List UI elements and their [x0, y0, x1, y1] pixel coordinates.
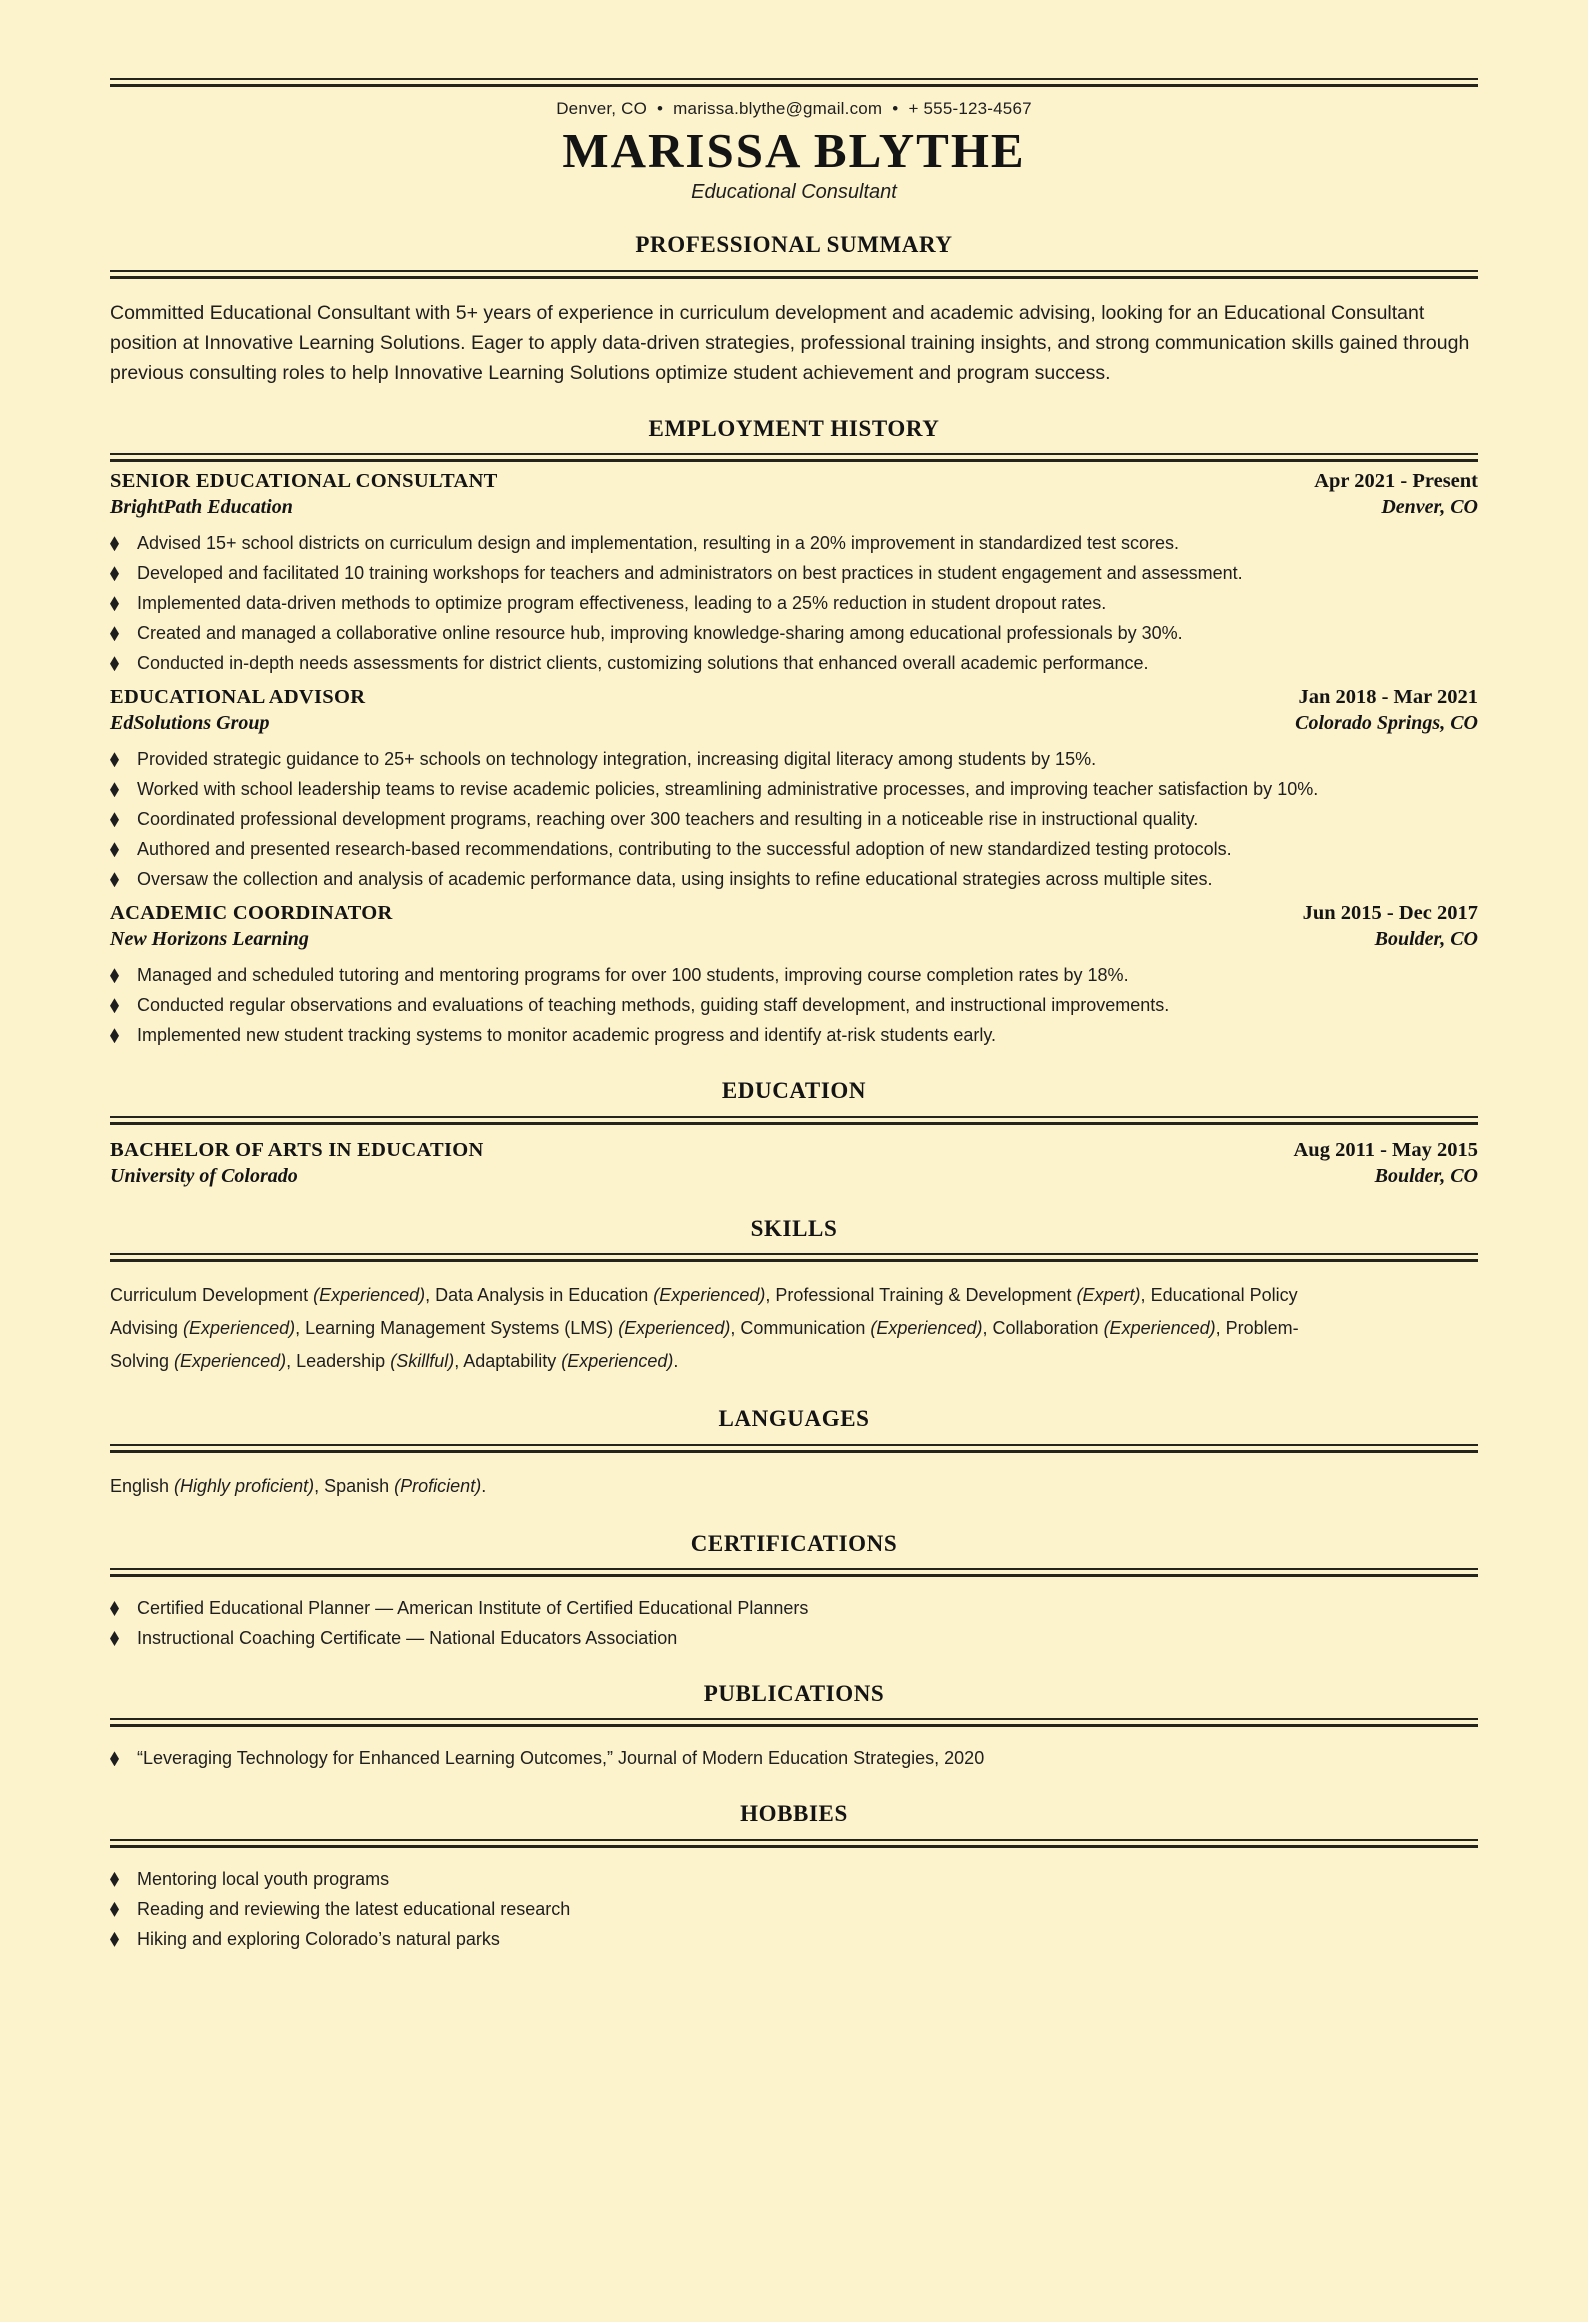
section-divider — [110, 453, 1478, 462]
bullet-diamond-icon — [110, 588, 137, 618]
job-dates: Apr 2021 - Present — [1314, 470, 1478, 493]
section-divider — [110, 270, 1478, 279]
job-bullet — [110, 774, 1478, 804]
languages-list — [110, 1470, 1478, 1503]
bullet-diamond-icon — [110, 990, 137, 1020]
job-bullet — [110, 618, 1478, 648]
skill-item: Curriculum Development (Experienced), — [110, 1285, 436, 1306]
resume-page — [0, 78, 1588, 1954]
publications-list — [110, 1743, 1478, 1773]
job-bullet — [110, 990, 1478, 1020]
skill-item: Communication (Experienced), — [740, 1318, 993, 1339]
job-bullet-text: Managed and scheduled tutoring and mentoring programs for over 100 students, improving course completion rates by 18%. — [137, 965, 1129, 986]
job-bullet-text: Conducted in-depth needs assessments for district clients, customizing solutions that enhanced overall academic performance. — [137, 653, 1149, 674]
bullet-diamond-icon — [110, 960, 137, 990]
hobby-item — [110, 1924, 1478, 1954]
job-bullet — [110, 528, 1478, 558]
job-bullet-text: Implemented data-driven methods to optimize program effectiveness, leading to a 25% reduction in student dropout rates. — [137, 593, 1107, 614]
skill-item: Adaptability (Experienced). — [463, 1351, 679, 1372]
bullet-diamond-icon — [110, 1020, 137, 1050]
hobbies-list — [110, 1864, 1478, 1954]
bullet-diamond-icon — [110, 618, 137, 648]
hobby-item — [110, 1894, 1478, 1924]
job-bullet — [110, 1020, 1478, 1050]
section-heading-skills: SKILLS — [750, 1215, 838, 1241]
skill-item: Leadership (Skillful), — [296, 1351, 464, 1372]
bullet-diamond-icon — [110, 528, 137, 558]
bullet-diamond-icon — [110, 744, 137, 774]
job-bullet-text: Oversaw the collection and analysis of academic performance data, using insights to refine educational strategies across multiple sites. — [137, 869, 1213, 890]
job-header-row — [110, 902, 1478, 925]
job-bullet — [110, 864, 1478, 894]
job-bullet-text: Coordinated professional development programs, reaching over 300 teachers and resulting in a noticeable rise in instructional quality. — [137, 809, 1199, 830]
job-bullet-text: Worked with school leadership teams to revise academic policies, streamlining administrative processes, and improving teacher satisfaction by 10%. — [137, 779, 1319, 800]
top-divider — [110, 78, 1478, 87]
bullet-diamond-icon — [110, 1593, 137, 1623]
language-item: Spanish (Proficient). — [324, 1475, 487, 1496]
contact-email: marissa.blythe@gmail.com — [673, 99, 883, 118]
job-bullet-text: Created and managed a collaborative online resource hub, improving knowledge-sharing among educational professionals by 30%. — [137, 623, 1183, 644]
bullet-diamond-icon — [110, 1864, 137, 1894]
hobby-text: Hiking and exploring Colorado’s natural parks — [137, 1928, 500, 1949]
bullet-diamond-icon — [110, 1894, 137, 1924]
skill-item: Data Analysis in Education (Experienced), — [435, 1285, 776, 1306]
bullet-diamond-icon — [110, 1623, 137, 1653]
job-title: SENIOR EDUCATIONAL CONSULTANT — [110, 470, 498, 493]
education-subheader-row — [110, 1165, 1478, 1188]
job-company: EdSolutions Group — [110, 712, 270, 735]
hobby-item — [110, 1864, 1478, 1894]
job-location: Denver, CO — [1381, 496, 1478, 519]
section-divider — [110, 1718, 1478, 1727]
bullet-diamond-icon — [110, 1743, 137, 1773]
job-location: Boulder, CO — [1374, 928, 1478, 951]
section-heading-hobbies: HOBBIES — [740, 1801, 848, 1827]
job-bullet — [110, 744, 1478, 774]
job-bullet-text: Advised 15+ school districts on curriculum design and implementation, resulting in a 20% improvement in standardized test scores. — [137, 533, 1180, 554]
section-heading-certifications: CERTIFICATIONS — [690, 1530, 898, 1556]
job-entry — [110, 470, 1478, 678]
candidate-title: Educational Consultant — [691, 181, 897, 204]
candidate-name: MARISSA BLYTHE — [562, 123, 1026, 178]
section-heading-employment: EMPLOYMENT HISTORY — [648, 415, 940, 441]
job-location: Colorado Springs, CO — [1295, 712, 1478, 735]
bullet-diamond-icon — [110, 864, 137, 894]
education-dates: Aug 2011 - May 2015 — [1293, 1138, 1478, 1161]
skill-item: Educational Policy Advising (Experienced), — [110, 1285, 1298, 1339]
education-degree: BACHELOR OF ARTS IN EDUCATION — [110, 1138, 484, 1161]
job-bullet — [110, 960, 1478, 990]
job-bullet-text: Developed and facilitated 10 training workshops for teachers and administrators on best practices in student engagement and assessment. — [137, 563, 1243, 584]
job-company: BrightPath Education — [110, 496, 293, 519]
summary-text: Committed Educational Consultant with 5+ years of experience in curriculum development and academic advising, looking for an Educational Consultant position at Innovative Learning Solutions. Eager to apply data-driven strategies, professional training insights, and strong communication skills gained through previous consulting roles to help Innovative Learning Solutions optimize student achievement and program success. — [110, 301, 1470, 384]
contact-separator: • — [657, 99, 664, 118]
bullet-diamond-icon — [110, 804, 137, 834]
certification-text: Certified Educational Planner — American Institute of Certified Educational Planners — [137, 1597, 809, 1618]
employment-list — [110, 470, 1478, 1050]
section-heading-education: EDUCATION — [721, 1078, 867, 1104]
job-bullet — [110, 558, 1478, 588]
job-bullet-text: Implemented new student tracking systems to monitor academic progress and identify at-risk students early. — [137, 1025, 997, 1046]
certification-item — [110, 1623, 1478, 1653]
bullet-diamond-icon — [110, 648, 137, 678]
certification-item — [110, 1593, 1478, 1623]
section-heading-languages: LANGUAGES — [718, 1406, 870, 1432]
publication-text: “Leveraging Technology for Enhanced Learning Outcomes,” Journal of Modern Education Strategies, 2020 — [137, 1748, 985, 1769]
education-location: Boulder, CO — [1374, 1164, 1478, 1187]
skill-item: Professional Training & Development (Expert), — [775, 1285, 1151, 1306]
job-bullet — [110, 804, 1478, 834]
skill-item: Learning Management Systems (LMS) (Experienced), — [305, 1318, 741, 1339]
certifications-list — [110, 1593, 1478, 1653]
hobby-text: Reading and reviewing the latest educational research — [137, 1898, 571, 1919]
job-bullet — [110, 834, 1478, 864]
job-title: ACADEMIC COORDINATOR — [110, 902, 393, 925]
job-subheader-row — [110, 712, 1478, 735]
contact-location: Denver, CO — [556, 99, 648, 118]
section-divider — [110, 1253, 1478, 1262]
bullet-diamond-icon — [110, 774, 137, 804]
job-bullet — [110, 648, 1478, 678]
job-bullet-text: Authored and presented research-based recommendations, contributing to the successful adoption of new standardized testing protocols. — [137, 839, 1232, 860]
job-bullet-text: Conducted regular observations and evaluations of teaching methods, guiding staff development, and instructional improvements. — [137, 995, 1170, 1016]
job-title: EDUCATIONAL ADVISOR — [110, 686, 366, 709]
job-bullet-list — [110, 528, 1478, 678]
section-heading-summary: PROFESSIONAL SUMMARY — [635, 232, 953, 258]
publication-item — [110, 1743, 1478, 1773]
job-dates: Jun 2015 - Dec 2017 — [1302, 902, 1478, 925]
job-bullet-text: Provided strategic guidance to 25+ schools on technology integration, increasing digital literacy among students by 15%. — [137, 749, 1097, 770]
job-entry — [110, 902, 1478, 1050]
certification-text: Instructional Coaching Certificate — National Educators Association — [137, 1627, 678, 1648]
skill-item: Problem-Solving (Experienced), — [110, 1318, 1299, 1372]
education-school: University of Colorado — [110, 1164, 298, 1187]
bullet-diamond-icon — [110, 1924, 137, 1954]
job-entry — [110, 686, 1478, 894]
job-dates: Jan 2018 - Mar 2021 — [1298, 686, 1478, 709]
job-company: New Horizons Learning — [110, 928, 309, 951]
section-heading-publications: PUBLICATIONS — [703, 1680, 885, 1706]
contact-phone: + 555-123-4567 — [908, 99, 1032, 118]
contact-line — [110, 99, 1478, 119]
job-bullet — [110, 588, 1478, 618]
section-divider — [110, 1839, 1478, 1848]
skill-item: Collaboration (Experienced), — [992, 1318, 1226, 1339]
publication-journal: Journal of Modern Education Strategies — [617, 1748, 935, 1769]
education-entry — [110, 1139, 1478, 1188]
language-item: English (Highly proficient), — [110, 1475, 325, 1496]
job-bullet-list — [110, 960, 1478, 1050]
education-header-row — [110, 1139, 1478, 1162]
contact-separator: • — [892, 99, 899, 118]
section-divider — [110, 1444, 1478, 1453]
job-header-row — [110, 470, 1478, 493]
job-subheader-row — [110, 496, 1478, 519]
job-bullet-list — [110, 744, 1478, 894]
job-header-row — [110, 686, 1478, 709]
section-divider — [110, 1116, 1478, 1125]
bullet-diamond-icon — [110, 834, 137, 864]
bullet-diamond-icon — [110, 558, 137, 588]
skills-list — [110, 1279, 1478, 1378]
job-subheader-row — [110, 928, 1478, 951]
section-divider — [110, 1568, 1478, 1577]
hobby-text: Mentoring local youth programs — [137, 1868, 390, 1889]
